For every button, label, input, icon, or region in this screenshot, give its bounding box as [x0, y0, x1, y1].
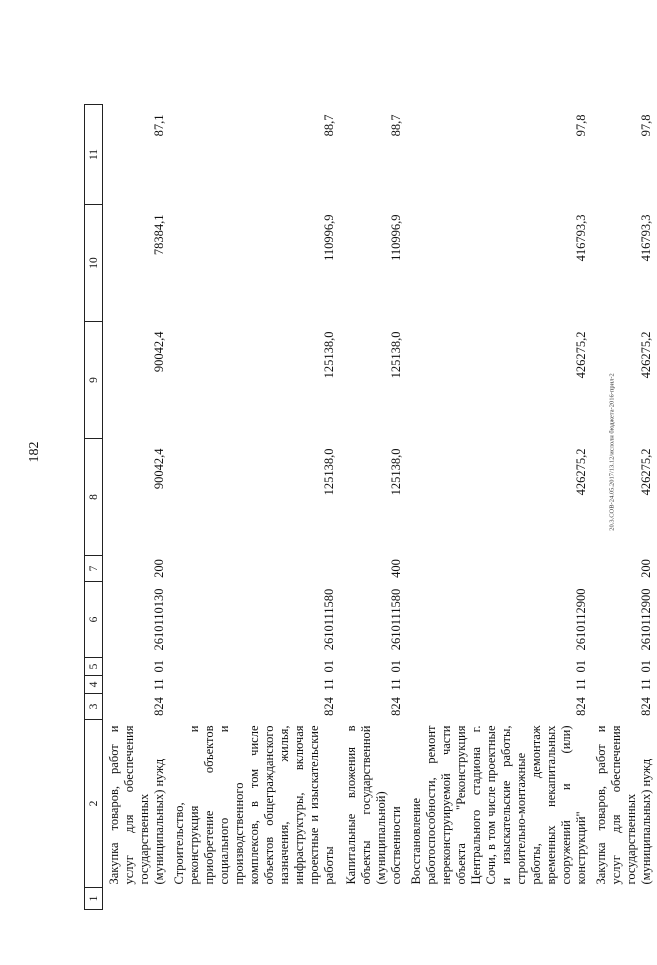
- section-code: 11: [152, 678, 166, 691]
- value-col-10: 78384,1: [152, 214, 166, 256]
- col-header-2: 2: [85, 720, 103, 888]
- value-col-10: 416793,3: [639, 214, 653, 262]
- target-article: 2610112900: [574, 588, 588, 651]
- subsection-code: 01: [639, 660, 653, 673]
- expense-type: [407, 556, 592, 582]
- subsection-code: 01: [152, 660, 166, 673]
- value-col-9: 426275,2: [574, 331, 588, 379]
- col-header-8: 8: [85, 439, 103, 556]
- col-header-11: 11: [85, 105, 103, 205]
- col-header-3: 3: [85, 694, 103, 720]
- value-col-9: 125138,0: [389, 331, 403, 379]
- subsection-code: 01: [322, 660, 336, 673]
- subsection-code: 01: [574, 660, 588, 673]
- document-code: 20.3.СОВ-24.05.2017/13.12/ислолн бюджета-2016-прил-2: [608, 373, 616, 531]
- section-code: 11: [322, 678, 336, 691]
- value-col-10: 416793,3: [574, 214, 588, 262]
- col-header-1: 1: [85, 888, 103, 910]
- value-col-8: 125138,0: [389, 448, 403, 496]
- row-name: Строительство, реконструкция и приобретение объектов социального и производственного комплексов, в том числе объектов общегражданского назначения, жилья, инфраструктуры, включая проектные и изыскательские работы: [172, 725, 336, 885]
- expense-type: 400: [389, 559, 403, 578]
- page-number: 182: [27, 441, 42, 463]
- value-col-8: 426275,2: [574, 448, 588, 496]
- col-header-6: 6: [85, 582, 103, 658]
- table-row: [103, 105, 171, 910]
- target-article: 2610111580: [322, 588, 336, 651]
- col-header-10: 10: [85, 205, 103, 322]
- row-name: Закупка товаров, работ и услуг для обеспечения государственных (муниципальных) нужд: [594, 725, 653, 885]
- col-header-7: 7: [85, 556, 103, 582]
- col-header-4: 4: [85, 676, 103, 694]
- target-article: 2610110130: [152, 588, 166, 651]
- section-code: 11: [574, 678, 588, 691]
- percent-col-11: 97,8: [639, 114, 653, 137]
- col-header-9: 9: [85, 322, 103, 439]
- section-code: 11: [389, 678, 403, 691]
- percent-col-11: 97,8: [574, 114, 588, 137]
- value-col-8: 125138,0: [322, 448, 336, 496]
- target-article: 2610112900: [639, 588, 653, 651]
- table-row: [592, 105, 657, 910]
- row-name: Закупка товаров, работ и услуг для обеспечения государственных (муниципальных) нужд: [107, 725, 166, 885]
- value-col-10: 110996,9: [389, 214, 403, 261]
- subsection-code: 01: [389, 660, 403, 673]
- value-col-8: 426275,2: [639, 448, 653, 496]
- admin-code: 824: [574, 697, 588, 716]
- value-col-9: 125138,0: [322, 331, 336, 379]
- budget-table: [84, 104, 657, 910]
- value-col-9: 90042,4: [152, 331, 166, 373]
- admin-code: 824: [152, 697, 166, 716]
- target-article: 2610111580: [389, 588, 403, 651]
- row-name: Капитальные вложения в объекты государственной (муниципальной) собственности: [344, 725, 403, 885]
- row-name: Восстановление работоспособности, ремонт нереконструируемой части объекта "Реконструкция Центрального стадиона г. Сочи, в том числе проектные и изыскательские работы, строительно-монтажные работы, демонтаж временных некапитальных сооружений и (или) конструкций": [409, 725, 588, 885]
- expense-type: 200: [639, 559, 653, 578]
- expense-type: [170, 556, 340, 582]
- table-row: [170, 105, 340, 910]
- percent-col-11: 88,7: [389, 114, 403, 137]
- table-row: [340, 105, 407, 910]
- admin-code: 824: [322, 697, 336, 716]
- value-col-10: 110996,9: [322, 214, 336, 261]
- value-col-8: 90042,4: [152, 448, 166, 490]
- admin-code: 824: [639, 697, 653, 716]
- expense-type: 200: [152, 559, 166, 578]
- admin-code: 824: [389, 697, 403, 716]
- header-row: [85, 105, 103, 910]
- section-code: 11: [639, 678, 653, 691]
- table-row: [407, 105, 592, 910]
- percent-col-11: 88,7: [322, 114, 336, 137]
- col-header-5: 5: [85, 658, 103, 676]
- value-col-9: 426275,2: [639, 331, 653, 379]
- percent-col-11: 87,1: [152, 114, 166, 137]
